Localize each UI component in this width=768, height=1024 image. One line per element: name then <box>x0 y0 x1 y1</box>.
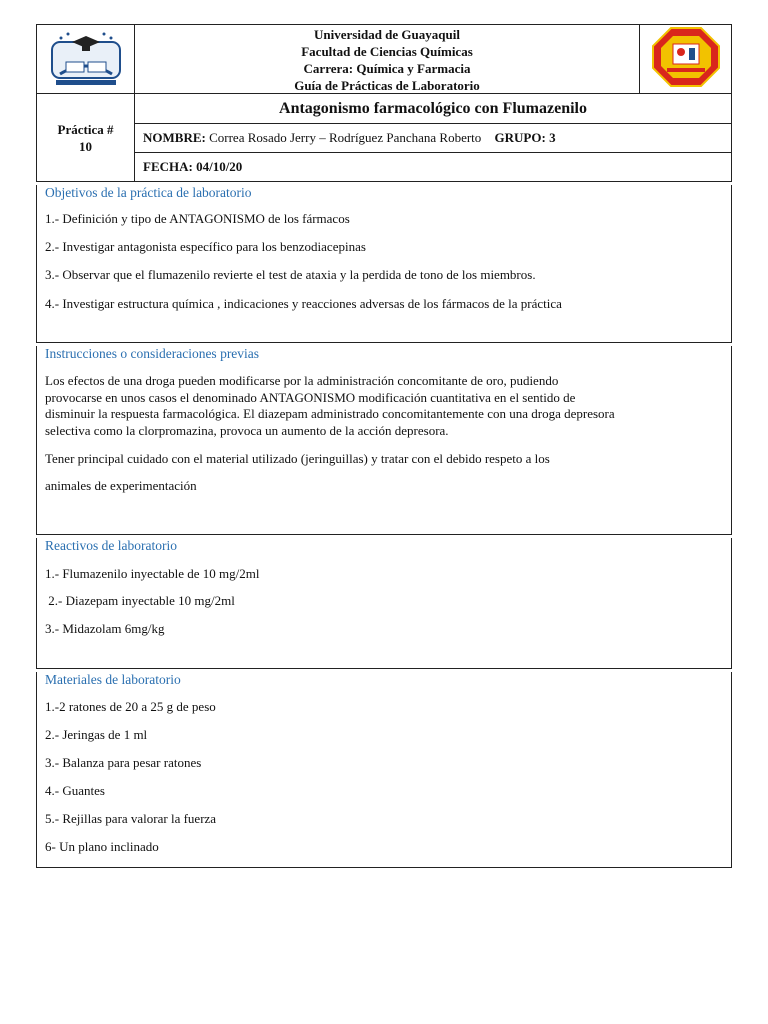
objectives-section <box>36 185 732 343</box>
materials-title: Materiales de laboratorio <box>45 672 181 687</box>
institution-block <box>135 25 640 94</box>
date-row <box>135 153 732 182</box>
objective-item: 4.- Investigar estructura química , indicaciones y reacciones adversas de los fármacos de la práctica <box>45 296 562 311</box>
university-logo-left <box>37 25 135 94</box>
care-line: Tener principal cuidado con el material utilizado (jeringuillas) y tratar con el debido respeto a los <box>45 451 550 466</box>
name-value: Correa Rosado Jerry – Rodríguez Panchana Roberto <box>209 130 482 145</box>
reagent-item: 2.- Diazepam inyectable 10 mg/2ml <box>45 593 235 608</box>
instructions-section <box>36 346 732 535</box>
practice-number: 10 <box>79 138 92 154</box>
date-label: FECHA: 04/10/20 <box>143 159 243 174</box>
guide-name: Guía de Prácticas de Laboratorio <box>294 78 480 93</box>
practice-cell <box>37 94 135 182</box>
university-logo-right <box>640 25 732 94</box>
header-table <box>36 24 732 182</box>
material-item: 1.-2 ratones de 20 a 25 g de peso <box>45 699 216 714</box>
care-line: animales de experimentación <box>45 478 197 493</box>
instructions-line: disminuir la respuesta farmacológica. El diazepam administrado concomitantemente con una droga depresora <box>45 406 615 421</box>
university-name: Universidad de Guayaquil <box>314 27 460 42</box>
material-item: 6- Un plano inclinado <box>45 839 159 854</box>
faculty-logo-icon <box>46 28 126 90</box>
reagents-section <box>36 538 732 669</box>
instructions-paragraph <box>45 373 723 439</box>
career-name: Carrera: Química y Farmacia <box>303 61 471 76</box>
group-label: GRUPO: 3 <box>494 130 556 145</box>
materials-section <box>36 672 732 868</box>
objective-item: 3.- Observar que el flumazenilo revierte el test de ataxia y la perdida de tono de los miembros. <box>45 267 536 282</box>
instructions-title: Instrucciones o consideraciones previas <box>45 346 260 361</box>
reagent-item: 1.- Flumazenilo inyectable de 10 mg/2ml <box>45 566 260 581</box>
instructions-line: Los efectos de una droga pueden modificarse por la administración concomitante de oro, pudiendo <box>45 373 559 388</box>
university-seal-icon <box>651 26 721 88</box>
material-item: 5.- Rejillas para valorar la fuerza <box>45 811 217 826</box>
faculty-name: Facultad de Ciencias Químicas <box>301 44 473 59</box>
objectives-title: Objetivos de la práctica de laboratorio <box>45 185 252 200</box>
material-item: 3.- Balanza para pesar ratones <box>45 755 202 770</box>
reagents-title: Reactivos de laboratorio <box>45 538 177 553</box>
material-item: 4.- Guantes <box>45 783 105 798</box>
objective-item: 1.- Definición y tipo de ANTAGONISMO de los fármacos <box>45 211 350 226</box>
practice-title: Antagonismo farmacológico con Flumazenilo <box>135 94 732 124</box>
name-label: NOMBRE: <box>143 130 206 145</box>
objective-item: 2.- Investigar antagonista específico para los benzodiacepinas <box>45 239 366 254</box>
reagent-item: 3.- Midazolam 6mg/kg <box>45 621 165 636</box>
lab-guide-sheet <box>36 24 732 868</box>
name-row <box>135 124 732 153</box>
practice-label: Práctica # <box>57 121 114 137</box>
instructions-line: selectiva como la clorpromazina, provoca un aumento de la acción depresora. <box>45 422 449 438</box>
instructions-line: provocarse en unos casos el denominado ANTAGONISMO modificación cuantitativa en el sentido de <box>45 389 576 405</box>
material-item: 2.- Jeringas de 1 ml <box>45 727 148 742</box>
